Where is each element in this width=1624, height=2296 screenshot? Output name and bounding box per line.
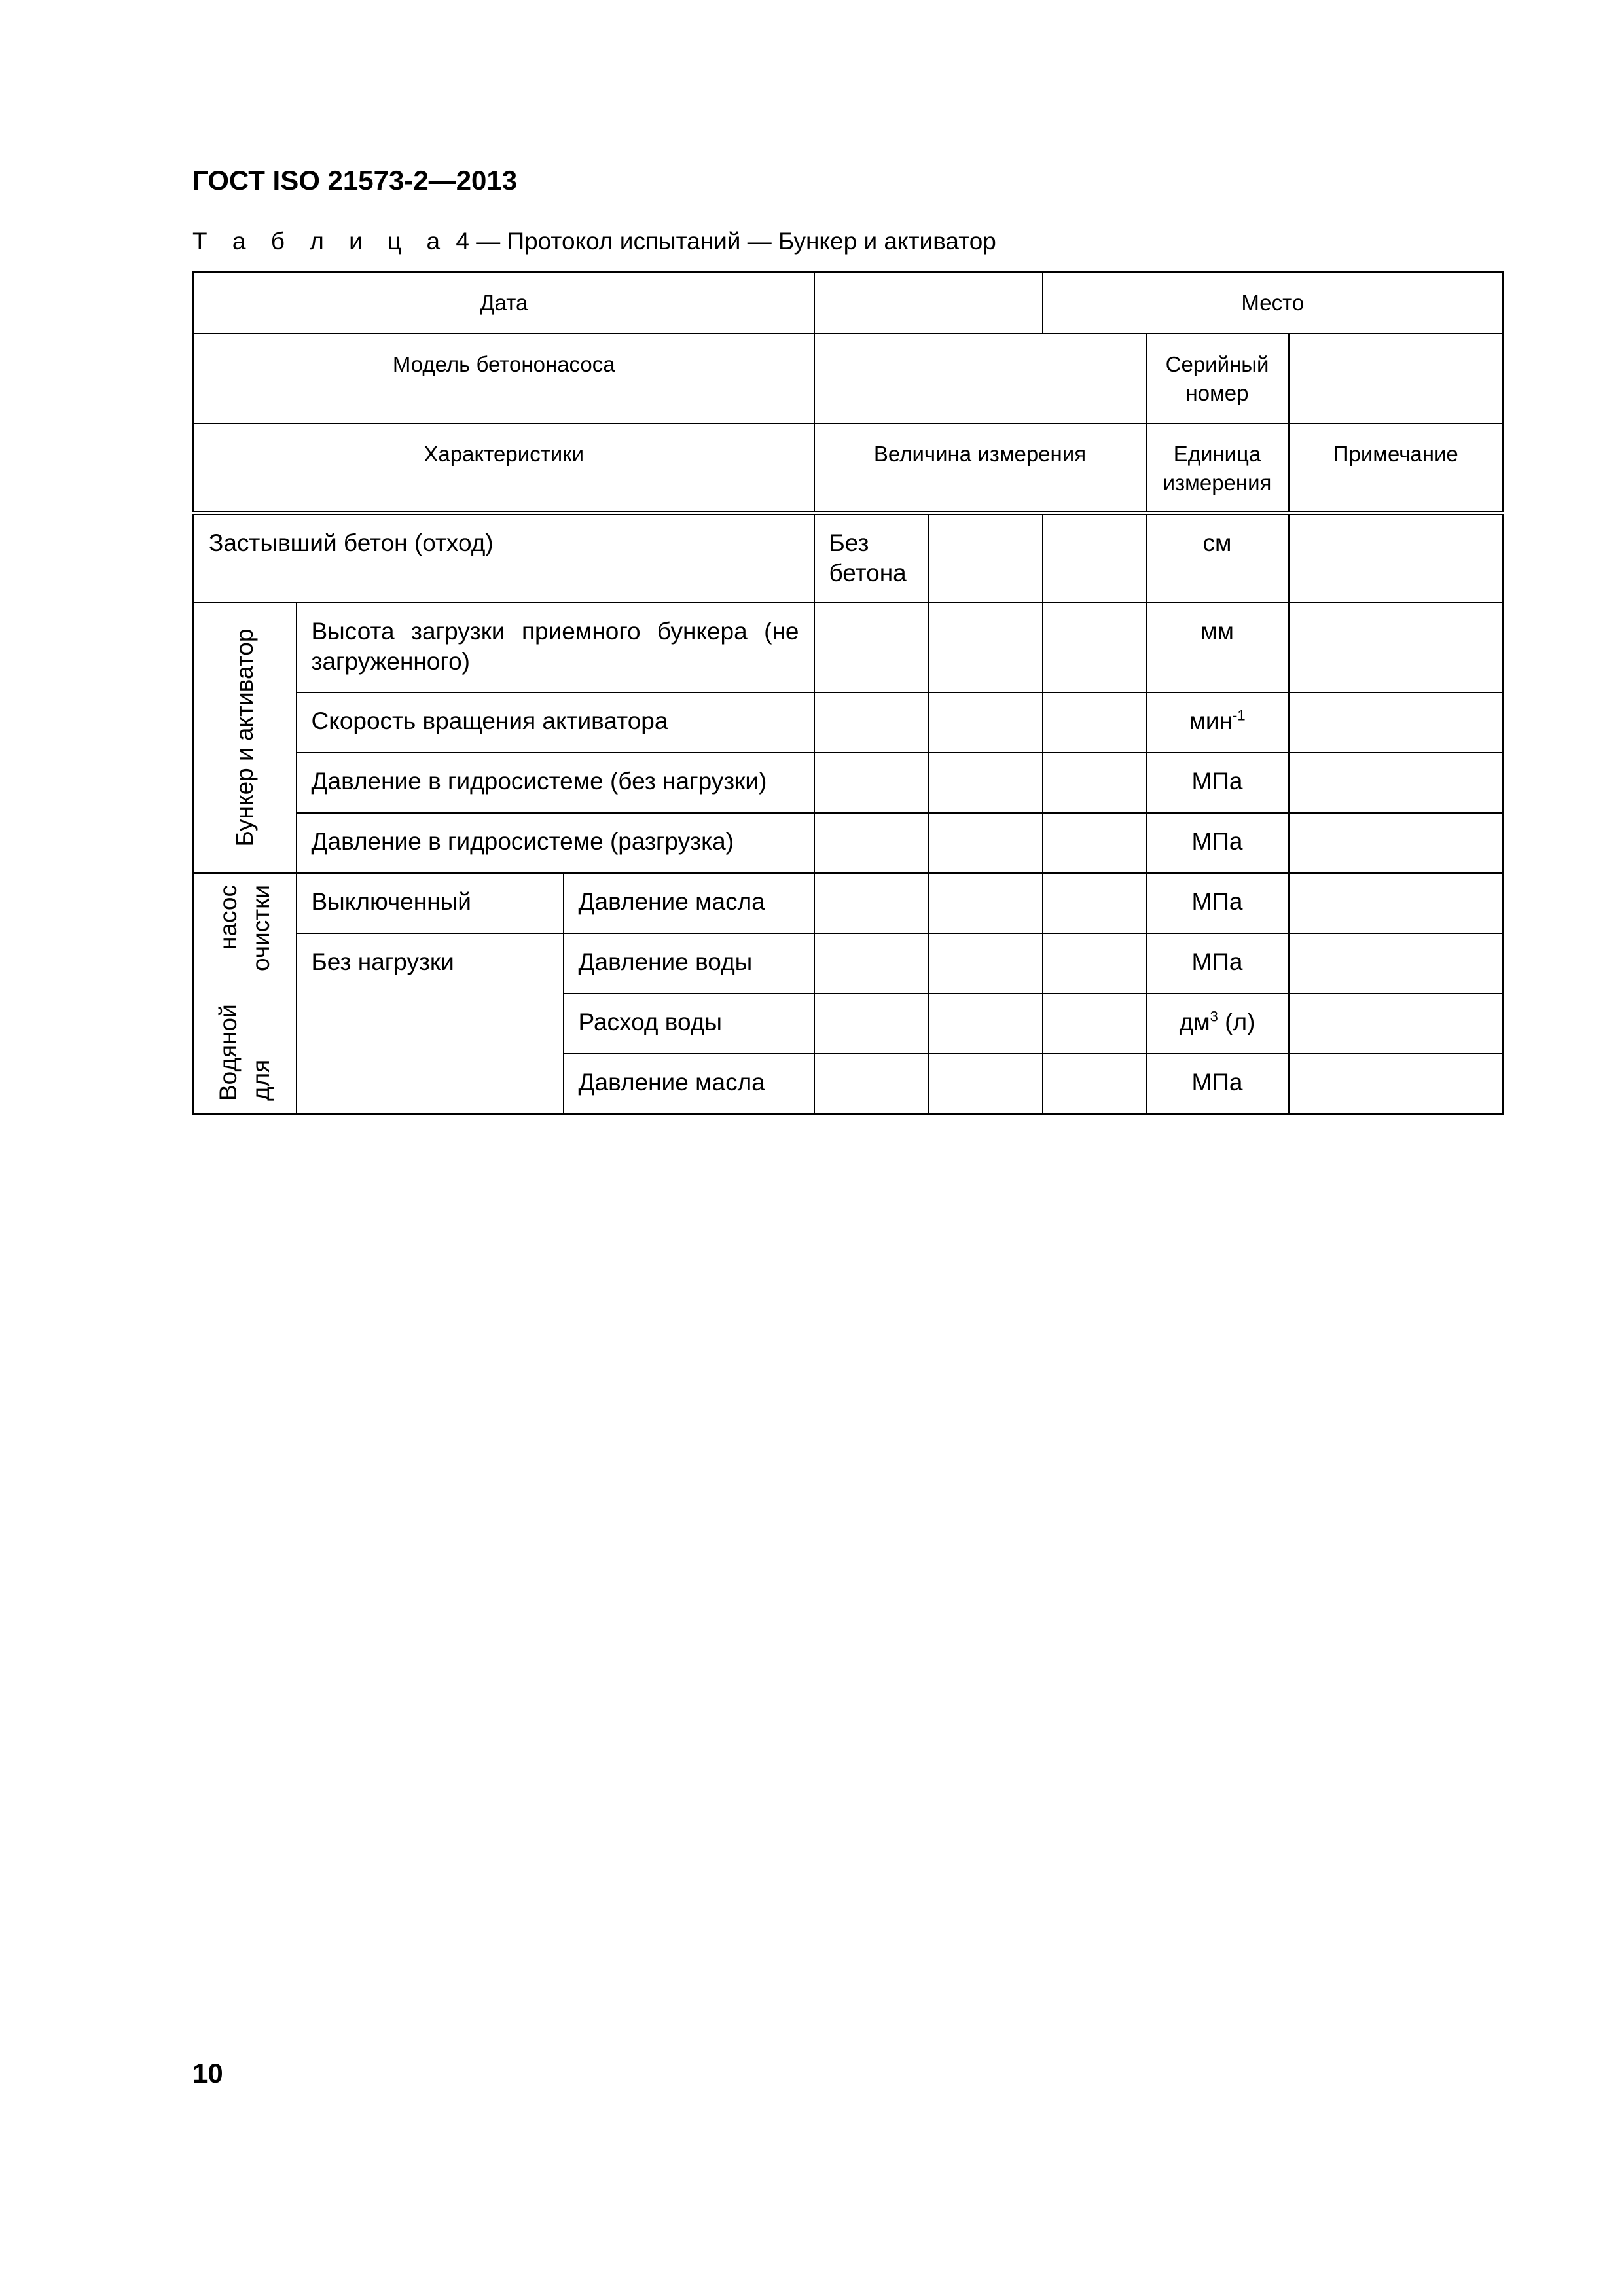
measurement-cell: [1043, 692, 1146, 753]
note-cell: [1289, 753, 1504, 813]
measurement-cell: [928, 753, 1043, 813]
model-label: Модель бетононасоса: [392, 351, 615, 376]
unit-value: мм: [1200, 617, 1234, 645]
hardened-concrete-label-cell: [194, 513, 814, 603]
table-caption-label: Т а б л и ц а: [192, 228, 450, 255]
measurement-cell: [1043, 994, 1146, 1054]
characteristic-label-cell: [564, 933, 814, 994]
measurement-cell: [928, 813, 1043, 873]
water-pump-group-label: [212, 885, 278, 1101]
characteristics-label: Характеристики: [424, 441, 585, 466]
unit-value: МПа: [1191, 827, 1243, 855]
water-pump-group-cell: [194, 873, 297, 1114]
serial-label: Серийный номер: [1165, 351, 1269, 405]
hardened-concrete-label: Застывший бетон (отход): [209, 529, 494, 556]
characteristic-label: Давление в гидросистеме (без нагрузки): [311, 767, 767, 795]
unit-cell: [1146, 513, 1289, 603]
characteristic-label: Расход воды: [578, 1008, 722, 1035]
characteristic-label: Давление масла: [578, 888, 765, 915]
note-cell: [1289, 873, 1504, 933]
document-header: ГОСТ ISO 21573-2—2013: [192, 165, 518, 196]
unit-value-suffix: (л): [1218, 1008, 1255, 1035]
unit-value: МПа: [1191, 767, 1243, 795]
measurement-cell: [1043, 813, 1146, 873]
measurement-cell: [1043, 753, 1146, 813]
place-label: Место: [1241, 291, 1305, 315]
measurement-label: Величина измерения: [873, 441, 1087, 466]
unit-superscript: -1: [1233, 707, 1246, 724]
measurement-cell: [928, 994, 1043, 1054]
hopper-activator-group-label: Бункер и активатор: [231, 628, 259, 847]
measurement-cell: [814, 813, 928, 873]
date-label: Дата: [480, 291, 528, 315]
measurement-cell: [814, 753, 928, 813]
characteristic-label-cell: [564, 1054, 814, 1114]
characteristic-label: Высота загрузки приемного бункера (не загруженного): [311, 617, 799, 675]
table-caption-text: 4 — Протокол испытаний — Бункер и активатор: [456, 228, 996, 255]
water-pump-label-word1: Водяной: [215, 1004, 242, 1102]
measurement-cell: [928, 933, 1043, 994]
unit-value-base: дм: [1179, 1008, 1210, 1035]
unit-cell: [1146, 994, 1289, 1054]
characteristic-label: Скорость вращения активатора: [311, 707, 668, 734]
unit-cell: [1146, 692, 1289, 753]
unit-value: см: [1202, 529, 1232, 556]
measurement-cell: [814, 603, 928, 692]
note-header: [1289, 423, 1504, 513]
measurement-cell: [928, 513, 1043, 603]
characteristic-label-cell: [564, 994, 814, 1054]
measurement-cell: [814, 873, 928, 933]
measurement-cell: [928, 873, 1043, 933]
water-pump-label-line1: [212, 885, 245, 1101]
characteristics-header: [194, 423, 814, 513]
measurement-cell: [928, 1054, 1043, 1114]
unit-cell: [1146, 1054, 1289, 1114]
unit-value: МПа: [1191, 888, 1243, 915]
measurement-cell: [1043, 933, 1146, 994]
date-value-cell: [814, 272, 1043, 334]
characteristic-label-cell: [297, 753, 814, 813]
date-label-cell: [194, 272, 814, 334]
without-concrete-label: Без бетона: [829, 529, 907, 586]
characteristic-label: Давление масла: [578, 1068, 765, 1096]
measurement-cell: [1043, 603, 1146, 692]
measurement-cell: [814, 994, 928, 1054]
note-cell: [1289, 603, 1504, 692]
water-pump-label-word2: насос: [215, 885, 242, 950]
unit-value: МПа: [1191, 1068, 1243, 1096]
serial-label-cell: [1146, 334, 1289, 423]
unit-header: [1146, 423, 1289, 513]
measurement-cell: [814, 933, 928, 994]
measurement-cell: [1043, 1054, 1146, 1114]
characteristic-label-cell: [297, 813, 814, 873]
note-cell: [1289, 513, 1504, 603]
without-concrete-cell: [814, 513, 928, 603]
unit-cell: [1146, 873, 1289, 933]
unit-cell: [1146, 603, 1289, 692]
note-label: Примечание: [1333, 441, 1458, 466]
page-number: 10: [192, 2058, 223, 2089]
unit-cell: [1146, 933, 1289, 994]
note-cell: [1289, 933, 1504, 994]
characteristic-label: Давление воды: [578, 948, 753, 975]
unit-label: Единица измерения: [1163, 441, 1272, 495]
unit-cell: [1146, 753, 1289, 813]
measurement-header: [814, 423, 1146, 513]
note-cell: [1289, 1054, 1504, 1114]
water-pump-label-line2: для очистки: [247, 885, 275, 1102]
characteristic-label-cell: [297, 603, 814, 692]
characteristic-label-cell: [297, 692, 814, 753]
characteristic-label-cell: [564, 873, 814, 933]
measurement-cell: [928, 603, 1043, 692]
pump-no-load-label: Без нагрузки: [311, 948, 454, 975]
unit-superscript: 3: [1210, 1008, 1218, 1025]
note-cell: [1289, 692, 1504, 753]
unit-value: мин: [1189, 707, 1233, 734]
table-caption: [192, 226, 996, 257]
test-protocol-table: [192, 271, 1504, 1115]
pump-no-load-cell: [297, 933, 564, 1114]
pump-off-label: Выключенный: [311, 888, 471, 915]
unit-cell: [1146, 813, 1289, 873]
characteristic-label: Давление в гидросистеме (разгрузка): [311, 827, 734, 855]
measurement-cell: [814, 1054, 928, 1114]
serial-value-cell: [1289, 334, 1504, 423]
measurement-cell: [1043, 873, 1146, 933]
measurement-cell: [814, 692, 928, 753]
hopper-activator-group-cell: [194, 603, 297, 873]
model-value-cell: [814, 334, 1146, 423]
note-cell: [1289, 813, 1504, 873]
place-label-cell: [1043, 272, 1504, 334]
pump-off-cell: [297, 873, 564, 933]
measurement-cell: [928, 692, 1043, 753]
unit-value: МПа: [1191, 948, 1243, 975]
measurement-cell: [1043, 513, 1146, 603]
model-label-cell: [194, 334, 814, 423]
note-cell: [1289, 994, 1504, 1054]
